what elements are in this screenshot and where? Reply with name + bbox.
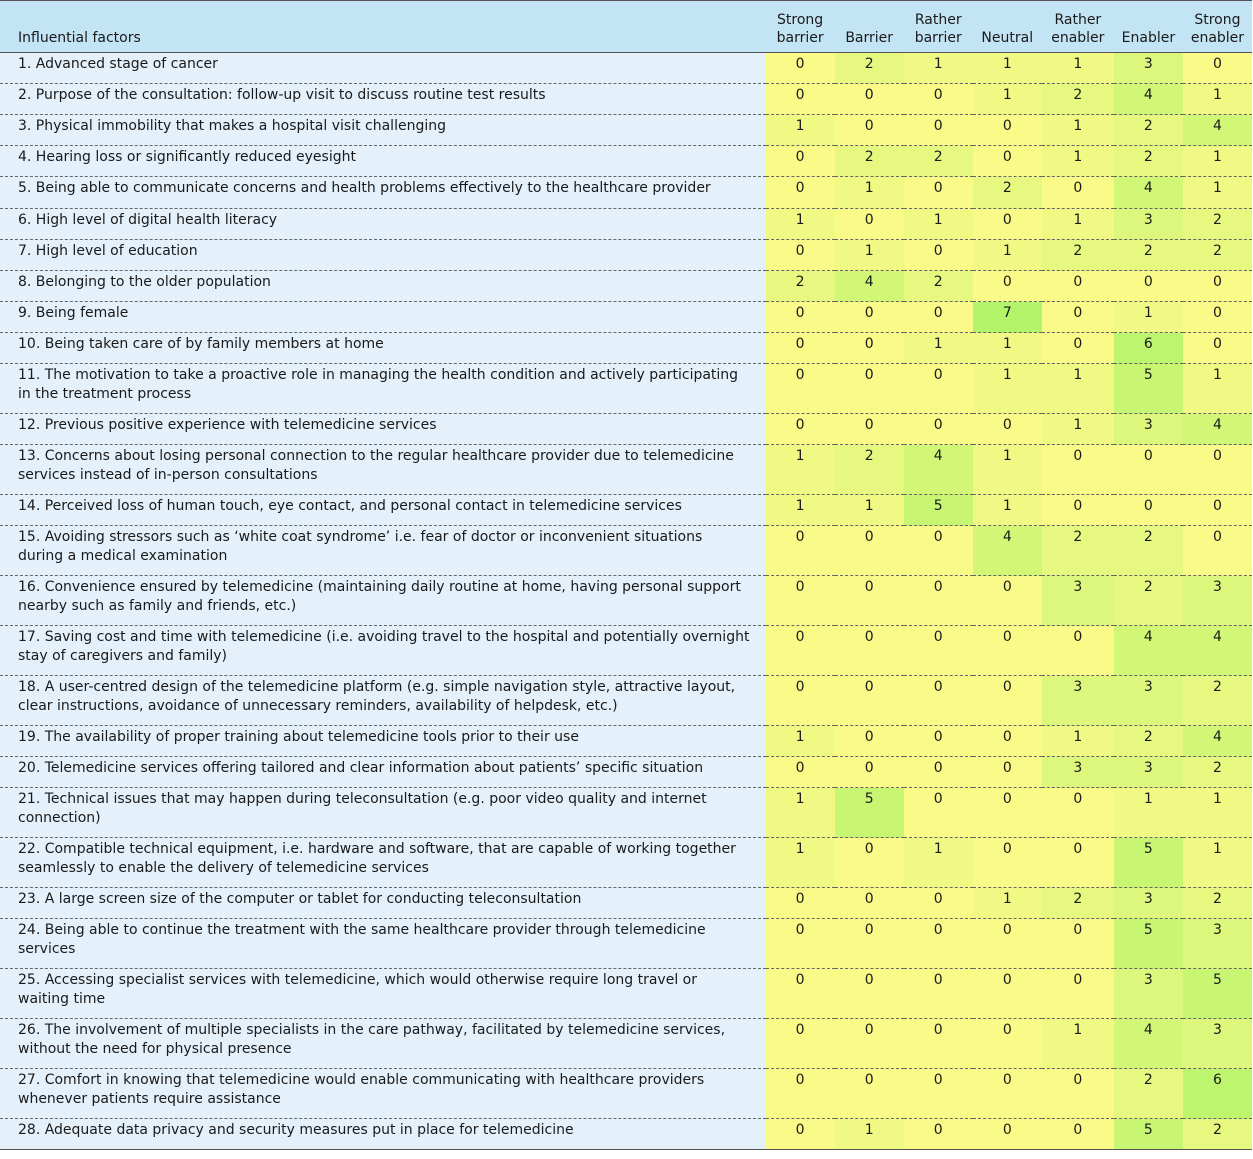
count-cell: 1 bbox=[766, 838, 835, 888]
count-cell: 0 bbox=[904, 788, 973, 838]
count-cell: 0 bbox=[904, 115, 973, 146]
count-cell: 3 bbox=[1114, 757, 1183, 788]
table-row bbox=[0, 146, 1252, 177]
count-cell: 1 bbox=[766, 788, 835, 838]
count-cell: 4 bbox=[973, 526, 1042, 576]
table-row bbox=[0, 788, 1252, 838]
count-cell: 5 bbox=[835, 788, 904, 838]
count-cell: 0 bbox=[973, 1119, 1042, 1150]
count-cell: 1 bbox=[835, 240, 904, 271]
count-cell: 0 bbox=[835, 676, 904, 726]
table-row bbox=[0, 726, 1252, 757]
count-cell: 4 bbox=[1114, 84, 1183, 115]
count-cell: 1 bbox=[973, 53, 1042, 84]
count-cell: 0 bbox=[766, 757, 835, 788]
count-cell: 1 bbox=[1042, 1019, 1114, 1069]
count-cell: 4 bbox=[835, 271, 904, 302]
count-cell: 0 bbox=[973, 1069, 1042, 1119]
count-cell: 3 bbox=[1183, 576, 1252, 626]
count-cell: 2 bbox=[904, 146, 973, 177]
count-cell: 1 bbox=[1042, 726, 1114, 757]
count-cell: 0 bbox=[904, 240, 973, 271]
column-header-neutral: Neutral bbox=[973, 1, 1042, 53]
count-cell: 0 bbox=[973, 726, 1042, 757]
table-row bbox=[0, 838, 1252, 888]
factor-label: 27. Comfort in knowing that telemedicine would enable communicating with healthcare providers whenever patients require assistance bbox=[0, 1069, 766, 1119]
count-cell: 1 bbox=[904, 209, 973, 240]
count-cell: 1 bbox=[1042, 115, 1114, 146]
count-cell: 1 bbox=[1183, 146, 1252, 177]
count-cell: 2 bbox=[904, 271, 973, 302]
count-cell: 0 bbox=[904, 576, 973, 626]
table-row bbox=[0, 1069, 1252, 1119]
table-row bbox=[0, 1119, 1252, 1150]
count-cell: 1 bbox=[766, 115, 835, 146]
count-cell: 2 bbox=[1183, 888, 1252, 919]
table-row bbox=[0, 333, 1252, 364]
count-cell: 0 bbox=[1042, 177, 1114, 209]
count-cell: 0 bbox=[835, 115, 904, 146]
count-cell: 1 bbox=[973, 84, 1042, 115]
count-cell: 0 bbox=[1183, 526, 1252, 576]
table-row bbox=[0, 84, 1252, 115]
count-cell: 3 bbox=[1042, 576, 1114, 626]
table-row bbox=[0, 364, 1252, 414]
count-cell: 0 bbox=[766, 676, 835, 726]
count-cell: 1 bbox=[904, 53, 973, 84]
table-row bbox=[0, 495, 1252, 526]
count-cell: 0 bbox=[973, 414, 1042, 445]
count-cell: 0 bbox=[766, 53, 835, 84]
count-cell: 0 bbox=[835, 757, 904, 788]
count-cell: 4 bbox=[1114, 1019, 1183, 1069]
count-cell: 0 bbox=[835, 626, 904, 676]
count-cell: 0 bbox=[1114, 445, 1183, 495]
count-cell: 0 bbox=[973, 576, 1042, 626]
count-cell: 0 bbox=[766, 364, 835, 414]
count-cell: 0 bbox=[973, 838, 1042, 888]
count-cell: 0 bbox=[973, 919, 1042, 969]
column-header-factors: Influential factors bbox=[0, 1, 766, 53]
count-cell: 2 bbox=[1042, 84, 1114, 115]
count-cell: 0 bbox=[1042, 969, 1114, 1019]
count-cell: 0 bbox=[1183, 333, 1252, 364]
count-cell: 4 bbox=[1114, 626, 1183, 676]
table-row bbox=[0, 1019, 1252, 1069]
count-cell: 0 bbox=[766, 177, 835, 209]
factor-label: 17. Saving cost and time with telemedicine (i.e. avoiding travel to the hospital and potentially overnight stay of caregivers and family) bbox=[0, 626, 766, 676]
factor-label: 8. Belonging to the older population bbox=[0, 271, 766, 302]
count-cell: 2 bbox=[1042, 888, 1114, 919]
count-cell: 1 bbox=[1042, 53, 1114, 84]
count-cell: 2 bbox=[835, 53, 904, 84]
count-cell: 1 bbox=[1042, 146, 1114, 177]
count-cell: 1 bbox=[1183, 364, 1252, 414]
count-cell: 0 bbox=[1042, 445, 1114, 495]
column-header-rather-barrier: Rather barrier bbox=[904, 1, 973, 53]
count-cell: 0 bbox=[766, 888, 835, 919]
count-cell: 2 bbox=[1114, 576, 1183, 626]
count-cell: 0 bbox=[835, 84, 904, 115]
count-cell: 4 bbox=[1183, 726, 1252, 757]
count-cell: 0 bbox=[904, 888, 973, 919]
table-row bbox=[0, 676, 1252, 726]
column-header-strong-enabler: Strong enabler bbox=[1183, 1, 1252, 53]
count-cell: 0 bbox=[973, 969, 1042, 1019]
count-cell: 6 bbox=[1183, 1069, 1252, 1119]
count-cell: 5 bbox=[1114, 364, 1183, 414]
count-cell: 1 bbox=[1183, 177, 1252, 209]
count-cell: 2 bbox=[1183, 240, 1252, 271]
count-cell: 2 bbox=[1114, 726, 1183, 757]
count-cell: 3 bbox=[1114, 969, 1183, 1019]
count-cell: 0 bbox=[766, 1069, 835, 1119]
count-cell: 1 bbox=[973, 333, 1042, 364]
count-cell: 0 bbox=[904, 969, 973, 1019]
count-cell: 0 bbox=[904, 676, 973, 726]
count-cell: 0 bbox=[904, 364, 973, 414]
factor-label: 10. Being taken care of by family members at home bbox=[0, 333, 766, 364]
count-cell: 0 bbox=[904, 1119, 973, 1150]
count-cell: 2 bbox=[835, 146, 904, 177]
table-row bbox=[0, 919, 1252, 969]
count-cell: 1 bbox=[973, 888, 1042, 919]
factor-label: 6. High level of digital health literacy bbox=[0, 209, 766, 240]
factor-label: 13. Concerns about losing personal connection to the regular healthcare provider due to telemedicine services instead of in-person consultations bbox=[0, 445, 766, 495]
count-cell: 3 bbox=[1114, 888, 1183, 919]
count-cell: 0 bbox=[1042, 495, 1114, 526]
count-cell: 3 bbox=[1114, 676, 1183, 726]
count-cell: 1 bbox=[1114, 788, 1183, 838]
table-row bbox=[0, 757, 1252, 788]
count-cell: 0 bbox=[904, 302, 973, 333]
count-cell: 2 bbox=[1114, 526, 1183, 576]
count-cell: 0 bbox=[1042, 302, 1114, 333]
count-cell: 0 bbox=[1183, 445, 1252, 495]
table-row bbox=[0, 209, 1252, 240]
count-cell: 0 bbox=[835, 1069, 904, 1119]
count-cell: 0 bbox=[1042, 333, 1114, 364]
count-cell: 5 bbox=[1114, 1119, 1183, 1150]
count-cell: 0 bbox=[766, 414, 835, 445]
factor-label: 23. A large screen size of the computer or tablet for conducting teleconsultation bbox=[0, 888, 766, 919]
count-cell: 4 bbox=[904, 445, 973, 495]
factor-label: 22. Compatible technical equipment, i.e. hardware and software, that are capable of working together seamlessly to enable the delivery of telemedicine services bbox=[0, 838, 766, 888]
count-cell: 0 bbox=[835, 1019, 904, 1069]
count-cell: 1 bbox=[835, 177, 904, 209]
factor-label: 18. A user-centred design of the telemedicine platform (e.g. simple navigation style, attractive layout, clear instructions, avoidance of unnecessary reminders, availability of helpdesk, etc.) bbox=[0, 676, 766, 726]
count-cell: 0 bbox=[904, 919, 973, 969]
table-row bbox=[0, 888, 1252, 919]
count-cell: 3 bbox=[1042, 676, 1114, 726]
count-cell: 1 bbox=[973, 240, 1042, 271]
count-cell: 0 bbox=[904, 626, 973, 676]
count-cell: 0 bbox=[766, 84, 835, 115]
count-cell: 0 bbox=[973, 146, 1042, 177]
count-cell: 0 bbox=[973, 209, 1042, 240]
count-cell: 3 bbox=[1114, 209, 1183, 240]
table-body bbox=[0, 53, 1252, 1150]
count-cell: 0 bbox=[973, 271, 1042, 302]
count-cell: 0 bbox=[835, 209, 904, 240]
count-cell: 0 bbox=[766, 526, 835, 576]
column-header-rather-enabler: Rather enabler bbox=[1042, 1, 1114, 53]
column-header-enabler: Enabler bbox=[1114, 1, 1183, 53]
count-cell: 1 bbox=[973, 445, 1042, 495]
count-cell: 5 bbox=[904, 495, 973, 526]
count-cell: 0 bbox=[766, 333, 835, 364]
factor-label: 11. The motivation to take a proactive role in managing the health condition and actively participating in the treatment process bbox=[0, 364, 766, 414]
count-cell: 0 bbox=[904, 757, 973, 788]
count-cell: 0 bbox=[766, 576, 835, 626]
count-cell: 2 bbox=[1183, 1119, 1252, 1150]
factor-label: 5. Being able to communicate concerns and health problems effectively to the healthcare provider bbox=[0, 177, 766, 209]
count-cell: 0 bbox=[1183, 495, 1252, 526]
count-cell: 3 bbox=[1114, 53, 1183, 84]
count-cell: 0 bbox=[766, 240, 835, 271]
count-cell: 6 bbox=[1114, 333, 1183, 364]
factor-label: 2. Purpose of the consultation: follow-up visit to discuss routine test results bbox=[0, 84, 766, 115]
count-cell: 0 bbox=[835, 364, 904, 414]
count-cell: 0 bbox=[1183, 302, 1252, 333]
count-cell: 0 bbox=[973, 115, 1042, 146]
count-cell: 0 bbox=[766, 302, 835, 333]
table-row bbox=[0, 626, 1252, 676]
count-cell: 0 bbox=[904, 84, 973, 115]
count-cell: 0 bbox=[835, 414, 904, 445]
count-cell: 3 bbox=[1114, 414, 1183, 445]
factor-label: 19. The availability of proper training about telemedicine tools prior to their use bbox=[0, 726, 766, 757]
count-cell: 0 bbox=[835, 838, 904, 888]
column-header-barrier: Barrier bbox=[835, 1, 904, 53]
count-cell: 1 bbox=[973, 495, 1042, 526]
count-cell: 4 bbox=[1183, 115, 1252, 146]
count-cell: 0 bbox=[904, 726, 973, 757]
count-cell: 4 bbox=[1183, 626, 1252, 676]
count-cell: 5 bbox=[1114, 838, 1183, 888]
count-cell: 3 bbox=[1042, 757, 1114, 788]
factor-label: 28. Adequate data privacy and security measures put in place for telemedicine bbox=[0, 1119, 766, 1150]
count-cell: 1 bbox=[1183, 838, 1252, 888]
factor-label: 7. High level of education bbox=[0, 240, 766, 271]
count-cell: 2 bbox=[1183, 757, 1252, 788]
count-cell: 0 bbox=[835, 526, 904, 576]
table-row bbox=[0, 177, 1252, 209]
count-cell: 0 bbox=[904, 1019, 973, 1069]
count-cell: 1 bbox=[766, 495, 835, 526]
count-cell: 0 bbox=[835, 333, 904, 364]
count-cell: 1 bbox=[835, 495, 904, 526]
column-header-strong-barrier: Strong barrier bbox=[766, 1, 835, 53]
count-cell: 0 bbox=[973, 788, 1042, 838]
table-row bbox=[0, 969, 1252, 1019]
factor-label: 14. Perceived loss of human touch, eye contact, and personal contact in telemedicine services bbox=[0, 495, 766, 526]
factor-label: 15. Avoiding stressors such as ‘white coat syndrome’ i.e. fear of doctor or inconvenient situations during a medical examination bbox=[0, 526, 766, 576]
count-cell: 2 bbox=[1042, 526, 1114, 576]
count-cell: 2 bbox=[1042, 240, 1114, 271]
count-cell: 0 bbox=[1183, 53, 1252, 84]
count-cell: 2 bbox=[1114, 1069, 1183, 1119]
count-cell: 0 bbox=[1042, 271, 1114, 302]
table-row bbox=[0, 53, 1252, 84]
count-cell: 1 bbox=[1183, 788, 1252, 838]
count-cell: 0 bbox=[973, 1019, 1042, 1069]
count-cell: 0 bbox=[1042, 919, 1114, 969]
factor-label: 21. Technical issues that may happen during teleconsultation (e.g. poor video quality and internet connection) bbox=[0, 788, 766, 838]
count-cell: 1 bbox=[904, 838, 973, 888]
count-cell: 0 bbox=[1042, 1119, 1114, 1150]
count-cell: 0 bbox=[766, 1119, 835, 1150]
count-cell: 1 bbox=[1042, 414, 1114, 445]
count-cell: 0 bbox=[835, 576, 904, 626]
count-cell: 0 bbox=[1042, 788, 1114, 838]
count-cell: 1 bbox=[1183, 84, 1252, 115]
count-cell: 2 bbox=[973, 177, 1042, 209]
factor-label: 20. Telemedicine services offering tailored and clear information about patients’ specific situation bbox=[0, 757, 766, 788]
count-cell: 0 bbox=[904, 1069, 973, 1119]
factor-label: 25. Accessing specialist services with telemedicine, which would otherwise require long travel or waiting time bbox=[0, 969, 766, 1019]
count-cell: 2 bbox=[835, 445, 904, 495]
count-cell: 0 bbox=[766, 1019, 835, 1069]
count-cell: 0 bbox=[973, 757, 1042, 788]
factor-label: 3. Physical immobility that makes a hospital visit challenging bbox=[0, 115, 766, 146]
table-row bbox=[0, 302, 1252, 333]
factor-label: 12. Previous positive experience with telemedicine services bbox=[0, 414, 766, 445]
factor-label: 1. Advanced stage of cancer bbox=[0, 53, 766, 84]
table-row bbox=[0, 240, 1252, 271]
factor-label: 16. Convenience ensured by telemedicine (maintaining daily routine at home, having personal support nearby such as family and friends, etc.) bbox=[0, 576, 766, 626]
count-cell: 0 bbox=[973, 626, 1042, 676]
count-cell: 0 bbox=[835, 302, 904, 333]
count-cell: 0 bbox=[1042, 838, 1114, 888]
count-cell: 1 bbox=[766, 726, 835, 757]
count-cell: 0 bbox=[904, 414, 973, 445]
factor-label: 9. Being female bbox=[0, 302, 766, 333]
count-cell: 1 bbox=[1042, 209, 1114, 240]
count-cell: 4 bbox=[1183, 414, 1252, 445]
count-cell: 0 bbox=[904, 177, 973, 209]
count-cell: 0 bbox=[835, 888, 904, 919]
count-cell: 3 bbox=[1183, 1019, 1252, 1069]
count-cell: 7 bbox=[973, 302, 1042, 333]
count-cell: 2 bbox=[1183, 209, 1252, 240]
factor-label: 26. The involvement of multiple specialists in the care pathway, facilitated by telemedicine services, without the need for physical presence bbox=[0, 1019, 766, 1069]
table-row bbox=[0, 576, 1252, 626]
factor-label: 4. Hearing loss or significantly reduced eyesight bbox=[0, 146, 766, 177]
count-cell: 2 bbox=[766, 271, 835, 302]
count-cell: 0 bbox=[1042, 1069, 1114, 1119]
count-cell: 1 bbox=[904, 333, 973, 364]
count-cell: 0 bbox=[1183, 271, 1252, 302]
count-cell: 0 bbox=[1114, 271, 1183, 302]
count-cell: 0 bbox=[973, 676, 1042, 726]
count-cell: 0 bbox=[766, 919, 835, 969]
count-cell: 2 bbox=[1183, 676, 1252, 726]
count-cell: 4 bbox=[1114, 177, 1183, 209]
table-row bbox=[0, 115, 1252, 146]
table-row bbox=[0, 271, 1252, 302]
count-cell: 5 bbox=[1114, 919, 1183, 969]
count-cell: 1 bbox=[1042, 364, 1114, 414]
count-cell: 1 bbox=[835, 1119, 904, 1150]
count-cell: 2 bbox=[1114, 146, 1183, 177]
factor-label: 24. Being able to continue the treatment with the same healthcare provider through telemedicine services bbox=[0, 919, 766, 969]
count-cell: 1 bbox=[766, 445, 835, 495]
count-cell: 0 bbox=[904, 526, 973, 576]
count-cell: 2 bbox=[1114, 115, 1183, 146]
count-cell: 0 bbox=[1042, 626, 1114, 676]
count-cell: 0 bbox=[766, 969, 835, 1019]
count-cell: 0 bbox=[1114, 495, 1183, 526]
count-cell: 1 bbox=[1114, 302, 1183, 333]
count-cell: 1 bbox=[766, 209, 835, 240]
count-cell: 0 bbox=[835, 919, 904, 969]
count-cell: 5 bbox=[1183, 969, 1252, 1019]
header-row bbox=[0, 1, 1252, 53]
table-row bbox=[0, 445, 1252, 495]
count-cell: 0 bbox=[766, 626, 835, 676]
count-cell: 1 bbox=[973, 364, 1042, 414]
count-cell: 0 bbox=[835, 969, 904, 1019]
count-cell: 0 bbox=[835, 726, 904, 757]
table-row bbox=[0, 414, 1252, 445]
count-cell: 2 bbox=[1114, 240, 1183, 271]
count-cell: 3 bbox=[1183, 919, 1252, 969]
table-row bbox=[0, 526, 1252, 576]
count-cell: 0 bbox=[766, 146, 835, 177]
